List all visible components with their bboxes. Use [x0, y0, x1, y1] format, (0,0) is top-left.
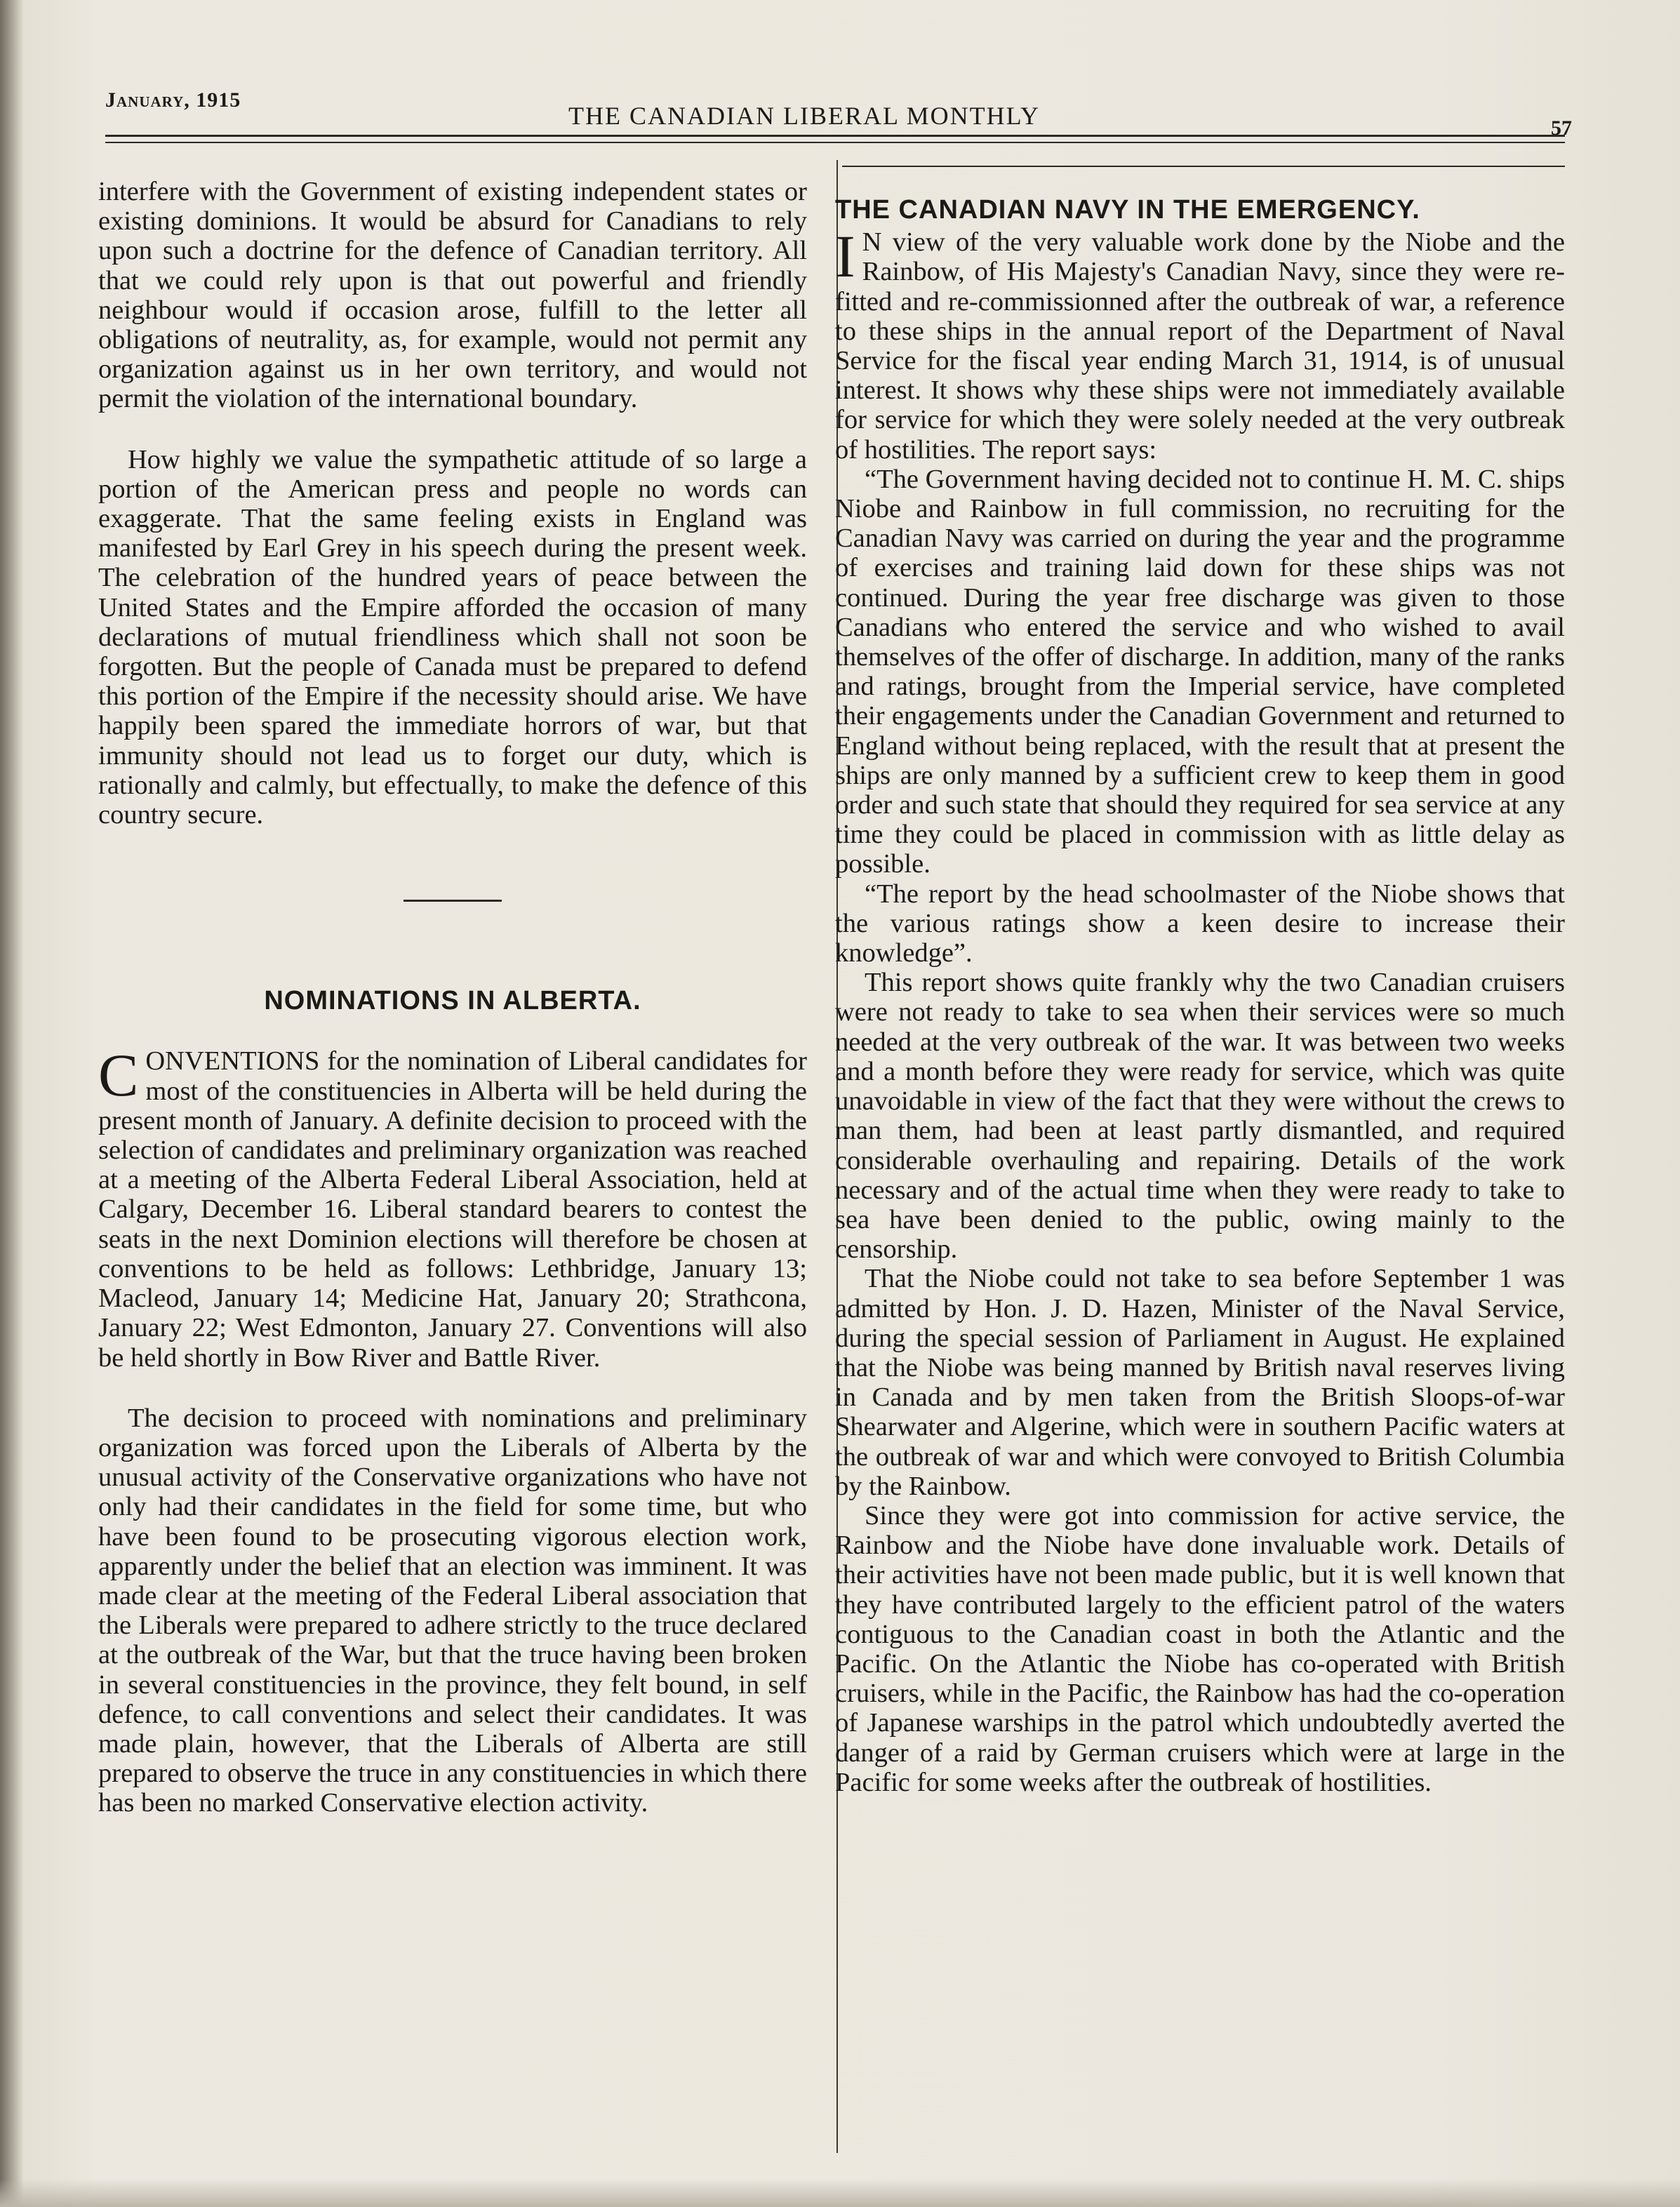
defence-paragraph: How highly we value the sympathetic attitude of so large a portion of the American press and people no words can exaggerate. That the same feeling exists in England was manifested by Earl Grey in his speech during the present week. The celebration of the hundred years of peace between the United States and the Empire afforded the occasion of many declarations of mutual friendliness which shall not soon be forgotten. But the people of Canada must be prepared to defend this portion of the Empire if the necessity should arise. We have happily been spared the immediate horrors of war, but that immunity should not lead us to forget our duty, which is rationally and calmly, but effectually, to make the defence of this country secure. [98, 444, 807, 830]
navy-paragraph-1-text: N view of the very valuable work done by the Niobe and the Rainbow, of His Majesty's Canadian Navy, since they were re-fitted and re-commissionned after the outbreak of war, a reference to these ships in the annual report of the Department of Naval Service for the fiscal year ending March 31, 1914, is of unusual interest. It shows why these ships were not immediately available for service for which they were solely needed at the very outbreak of hostilities. The report says: [835, 227, 1565, 465]
continued-paragraph: interfere with the Government of existing independent states or existing dominions. It would be absurd for Canadians to rely upon such a doctrine for the defence of Canadian territory. All that we could rely upon is that out powerful and friendly neighbour would if occasion arose, fulfill to the letter all obligations of neutrality, as, for example, would not permit any organization against us in her own territory, and would not permit the violation of the international boundary. [98, 177, 807, 414]
schoolmaster-quote-paragraph: “The report by the head schoolmaster of the Niobe shows that the various ratings show a keen desire to increase their knowledge”. [835, 879, 1565, 968]
alberta-section-heading: NOMINATIONS IN ALBERTA. [264, 986, 641, 1016]
right-column-top-rule [842, 166, 1565, 167]
issue-date: January, 1915 [105, 88, 241, 112]
running-header [105, 84, 1572, 140]
navy-paragraph-4: This report shows quite frankly why the two Canadian cruisers were not ready to take to sea when their services were so much needed at the very outbreak of the war. It was between two weeks and a month before they were ready for service, which was quite unavoidable in view of the fact that they were without the crews to man them, had been at least partly dismantled, and required considerable overhauling and repairing. Details of the work necessary and of the actual time when they were ready to take to sea have been denied to the public, owing mainly to the censorship. [835, 968, 1565, 1265]
drop-cap: C [98, 1041, 139, 1109]
binding-shadow [0, 0, 24, 2207]
nominations-paragraph-2: The decision to proceed with nominations and preliminary organization was forced upon the Liberals of Alberta by the unusual activity of the Conservative organizations who have not only had their candidates in the field for some time, but who have been found to be prosecuting vigorous election work, apparently under the belief that an election was imminent. It was made clear at the meeting of the Federal Liberal association that the Liberals were prepared to adhere strictly to the truce declared at the outbreak of the War, but that the truce having been broken in several constituencies in the province, they felt bound, in self defence, to call conventions and select their candidates. It was made plain, however, that the Liberals of Alberta are still prepared to observe the truce in any constituencies in which there has been no marked Conservative election activity. [98, 1403, 807, 1818]
drop-cap: I [835, 222, 855, 291]
navy-section-heading: THE CANADIAN NAVY IN THE EMERGENCY. [835, 195, 1420, 225]
header-rule [105, 135, 1565, 137]
nominations-paragraph-1 [98, 1041, 807, 1373]
page-number: 57 [1551, 116, 1572, 140]
navy-paragraph-1 [835, 222, 1565, 465]
navy-paragraph-5: That the Niobe could not take to sea before September 1 was admitted by Hon. J. D. Hazen, Minister of the Naval Service, during the special session of Parliament in August. He explained that the Niobe was being manned by British naval reserves living in Canada and by men taken from the British Sloops-of-war Shearwater and Algerine, which were in southern Pacific waters at the outbreak of war and which were convoyed to British Columbia by the Rainbow. [835, 1264, 1565, 1501]
navy-paragraph-6: Since they were got into commission for active service, the Rainbow and the Niobe have done invaluable work. Details of their activities have not been made public, but it is well known that they have contributed largely to the efficient patrol of the waters contiguous to the Canadian coast in both the Atlantic and the Pacific. On the Atlantic the Niobe has co-operated with British cruisers, while in the Pacific, the Rainbow has had the co-operation of Japanese warships in the patrol which undoubtedly averted the danger of a raid by German cruisers which were at large in the Pacific for some weeks after the outbreak of hostilities. [835, 1500, 1565, 1797]
right-column [835, 195, 1565, 1797]
left-column [98, 177, 807, 1818]
publication-title: THE CANADIAN LIBERAL MONTHLY [568, 102, 1040, 130]
header-rule-secondary [105, 142, 1565, 143]
nominations-paragraph-1-text: ONVENTIONS for the nomination of Liberal candidates for most of the constituencies in Alberta will be held during the present month of January. A definite decision to proceed with the selection of candidates and preliminary organization was reached at a meeting of the Alberta Federal Liberal Association, held at Calgary, December 16. Liberal standard bearers to contest the seats in the next Dominion elections will therefore be chosen at conventions to be held as follows: Lethbridge, January 13; Macleod, January 14; Medicine Hat, January 20; Strathcona, January 22; West Edmonton, January 27. Conventions will also be held shortly in Bow River and Battle River. [98, 1046, 807, 1373]
report-quote-paragraph: “The Government having decided not to continue H. M. C. ships Niobe and Rainbow in full commission, no recruiting for the Canadian Navy was carried on during the year and the programme of exercises and training laid down for these ships was not continued. During the year free discharge was given to those Canadians who entered the service and who wished to avail themselves of the offer of discharge. In addition, many of the ranks and ratings, brought from the Imperial service, have completed their engagements under the Canadian Government and returned to England without being replaced, with the result that at present the ships are only manned by a sufficient crew to keep them in good order and such state that should they required for sea service at any time they could be placed in commission with as little delay as possible. [835, 464, 1565, 879]
page-edge-shadow [0, 2179, 1680, 2207]
